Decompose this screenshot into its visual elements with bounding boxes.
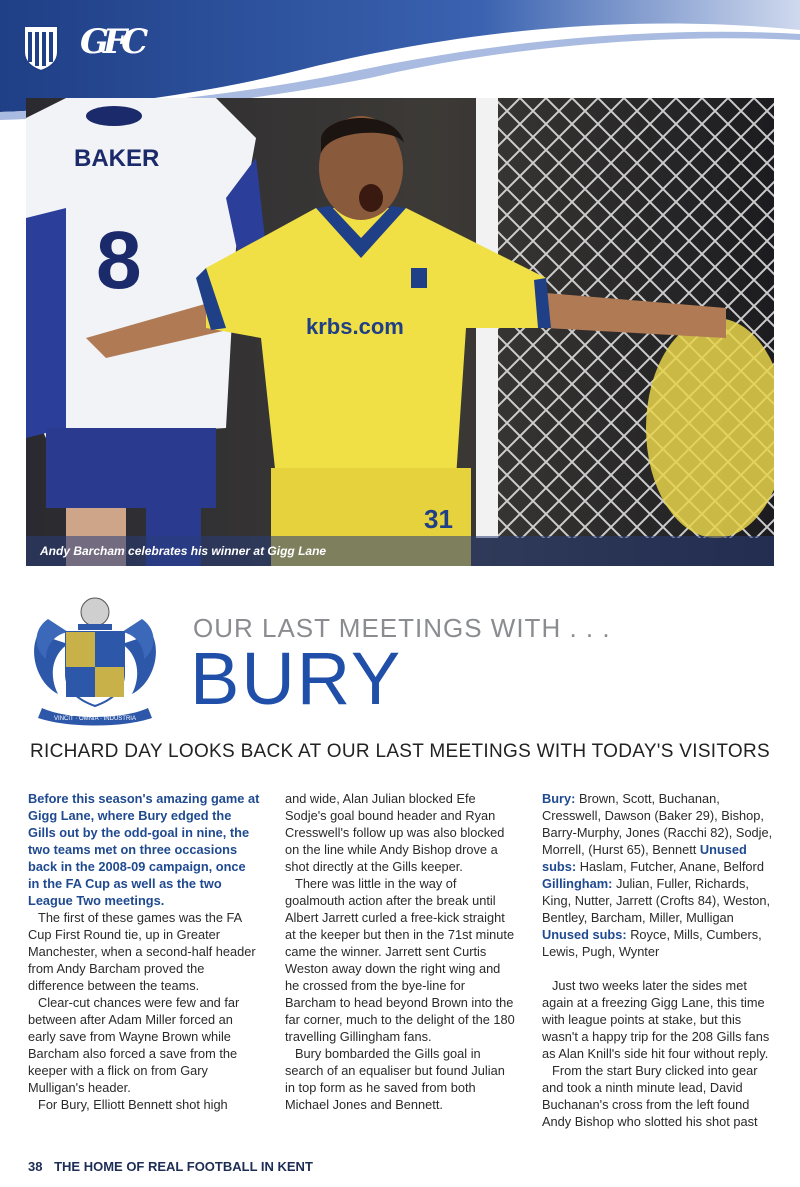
bury-team: Brown, Scott, Buchanan, Cresswell, Dawson (Baker 29), Bishop, Barry-Murphy, Jones (Racchi 82), Sodje, Morrell, (Hurst 65), Bennett — [542, 791, 773, 857]
shirt-back-name: BAKER — [74, 145, 160, 172]
page-number: 38 — [28, 1159, 43, 1174]
body-paragraph: Clear-cut chances were few and far between after Adam Miller forced an early save from Wayne Brown while Barcham also forced a save from the keeper with a flick on from Gary Mulligan's header. — [28, 995, 240, 1095]
article-standfirst: RICHARD DAY LOOKS BACK AT OUR LAST MEETINGS WITH TODAY'S VISITORS — [30, 741, 771, 762]
shirt-sponsor: krbs.com — [306, 314, 404, 339]
bury-subs-label: Unused subs: — [542, 842, 747, 874]
page-footer — [28, 1159, 313, 1174]
gillingham-badge-icon — [22, 24, 60, 72]
bury-subs: Haslam, Futcher, Anane, Belford — [579, 859, 764, 874]
body-paragraph: There was little in the way of goalmouth action after the break until Albert Jarrett curled a free-kick straight at the keeper but then in the 71st minute came the winner. Jarrett sent Curtis Weston away down the right wing and he crossed from the bye-line for Barcham to head beyond Brown into the far corner, much to the delight of the 180 travelling Gillingham fans. — [285, 876, 515, 1044]
bury-crest-icon — [28, 594, 162, 728]
body-paragraph: Just two weeks later the sides met again at a freezing Gigg Lane, this time with league points at stake, but this wasn't a happy trip for the 208 Gills fans as Alan Knill's side hit four without reply. — [542, 978, 770, 1061]
shirt-back-number: 8 — [96, 215, 142, 306]
photo-caption: Andy Barcham celebrates his winner at Gigg Lane — [40, 544, 327, 558]
gills-lineup — [542, 875, 774, 960]
article-column-2 — [285, 790, 517, 1113]
body-paragraph: Bury bombarded the Gills goal in search of an equaliser but found Julian in top form as he saved from both Michael Jones and Bennett. — [285, 1046, 505, 1112]
bury-label: Bury: — [542, 791, 576, 806]
body-paragraph: and wide, Alan Julian blocked Efe Sodje's goal bound header and Ryan Cresswell's follow up was also blocked on the line while Andy Bishop drove a shot directly at the Gills keeper. — [285, 791, 505, 874]
article-kicker: OUR LAST MEETINGS WITH . . . — [193, 613, 611, 643]
article-column-1 — [28, 790, 260, 1113]
hero-photo — [26, 98, 774, 566]
body-paragraph: From the start Bury clicked into gear and took a ninth minute lead, David Buchanan's cross from the left found Andy Bishop who slotted his shot past — [542, 1063, 758, 1129]
article-title: BURY — [190, 637, 403, 720]
lead-paragraph: Before this season's amazing game at Gigg Lane, where Bury edged the Gills out by the odd-goal in nine, the two teams met on three occasions back in the 2008-09 campaign, once in the FA Cup as well as the two League Two meetings. — [28, 791, 260, 908]
footer-tagline: THE HOME OF REAL FOOTBALL IN KENT — [54, 1159, 313, 1174]
club-monogram: GFC — [80, 22, 143, 62]
article-column-3 — [542, 790, 774, 1130]
bury-lineup — [542, 790, 774, 875]
body-paragraph: For Bury, Elliott Bennett shot high — [38, 1097, 228, 1112]
gills-subs-label: Unused subs: — [542, 927, 627, 942]
gills-team: Julian, Fuller, Richards, King, Nutter, Jarrett (Crofts 84), Weston, Bentley, Barcham, Miller, Mulligan — [542, 876, 771, 925]
shorts-number: 31 — [424, 504, 453, 534]
gills-label: Gillingham: — [542, 876, 613, 891]
gills-subs: Royce, Mills, Cumbers, Lewis, Pugh, Wynter — [542, 927, 762, 959]
crest-motto: VINCIT · OMNIA · INDUSTRIA — [54, 716, 136, 722]
body-paragraph: The first of these games was the FA Cup First Round tie, up in Greater Manchester, when a second-half header from Andy Barcham proved the difference between the teams. — [28, 910, 256, 993]
